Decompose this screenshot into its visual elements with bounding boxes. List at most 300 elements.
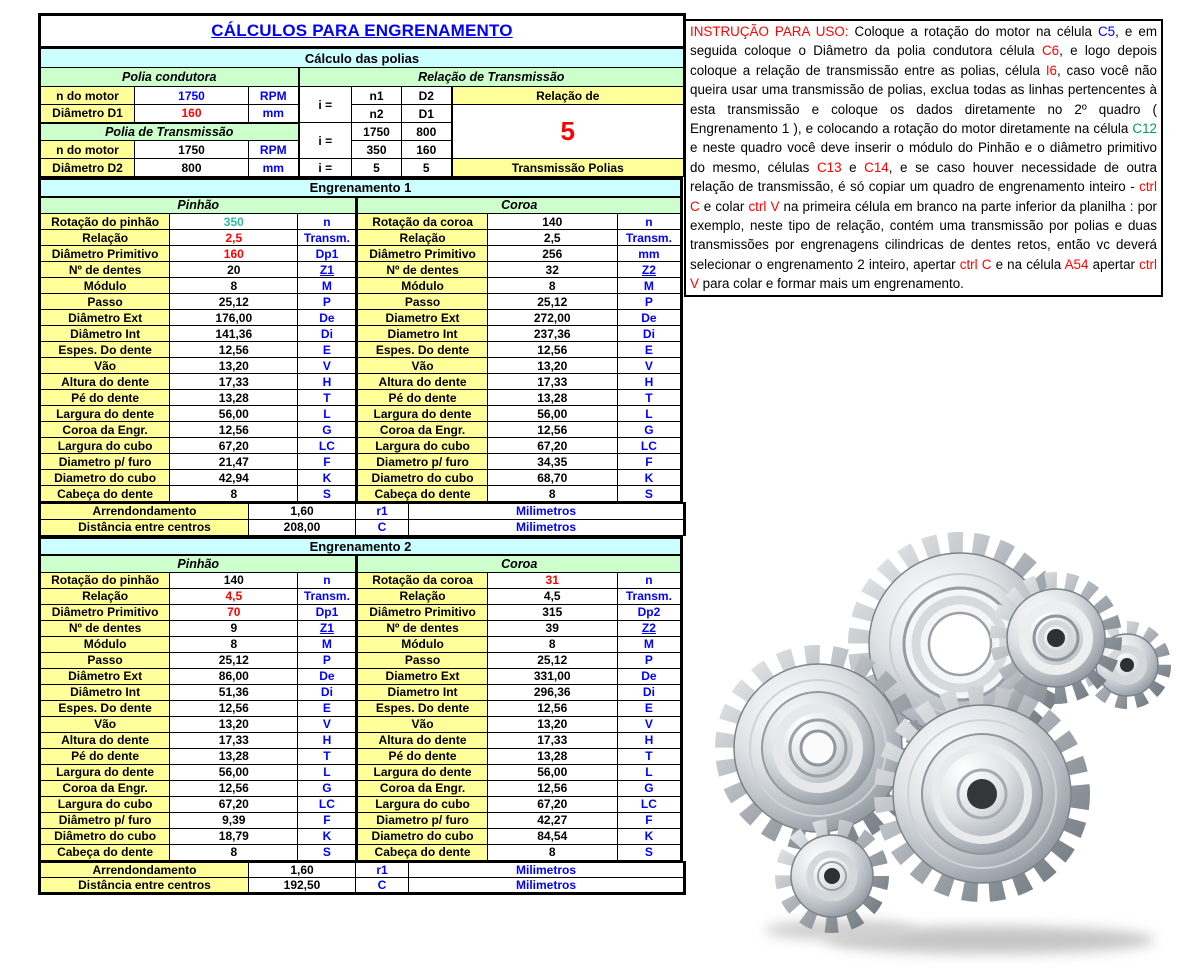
header-pinhao: Pinhão	[40, 555, 357, 572]
cell-value-coroa[interactable]: 8	[487, 844, 617, 860]
cell-unit-pinhao: LC	[298, 438, 357, 454]
cell-value-coroa[interactable]: 140	[487, 214, 617, 230]
gears-image	[690, 532, 1190, 972]
cell-label-coroa: Nº de dentes	[357, 262, 487, 278]
ratio-result-value[interactable]: 5	[452, 105, 685, 159]
section-bar-engrenamento-1: Engrenamento 1	[40, 179, 682, 197]
cell-value-pinhao[interactable]: 8	[170, 278, 298, 294]
cell-unit-pinhao: F	[298, 812, 357, 828]
cell-label-pinhao: Largura do dente	[40, 764, 170, 780]
cell-value-pinhao[interactable]: 25,12	[170, 652, 298, 668]
cell-value-coroa[interactable]: 272,00	[487, 310, 617, 326]
ratio-value-5: 5	[402, 159, 452, 177]
cell-unit-pinhao: De	[298, 310, 357, 326]
cell-unit: RPM	[249, 87, 299, 105]
cell-value-coroa[interactable]: 84,54	[487, 828, 617, 844]
table-row	[40, 604, 682, 620]
cell-label: Diâmetro D2	[40, 159, 135, 177]
cell-value-coroa[interactable]: 17,33	[487, 732, 617, 748]
cell-value-coroa[interactable]: 12,56	[487, 342, 617, 358]
distancia-unit: C	[356, 878, 409, 894]
cell-unit-pinhao: Transm.	[298, 588, 357, 604]
cell-label-pinhao: Espes. Do dente	[40, 700, 170, 716]
cell-unit-coroa: Transm.	[617, 230, 681, 246]
cell-value-coroa[interactable]: 56,00	[487, 764, 617, 780]
cell-label-coroa: Diametro Ext	[357, 668, 487, 684]
arredondamento-unit: r1	[356, 503, 409, 519]
cell-unit-pinhao: T	[298, 390, 357, 406]
table-row	[40, 326, 682, 342]
cell-unit-pinhao: Dp1	[298, 604, 357, 620]
cell-value-pinhao[interactable]: 8	[170, 844, 298, 860]
cell-value-pinhao[interactable]: 56,00	[170, 406, 298, 422]
cell-value-coroa[interactable]: 13,28	[487, 748, 617, 764]
cell-unit-coroa: n	[617, 214, 681, 230]
cell-value-pinhao[interactable]: 140	[170, 572, 298, 588]
cell-value-coroa[interactable]: 8	[487, 636, 617, 652]
cell-unit-coroa: Di	[617, 684, 681, 700]
cell-unit-coroa: E	[617, 342, 681, 358]
ratio-d2: D2	[402, 87, 452, 105]
gears-shadow	[765, 920, 915, 940]
cell-unit-coroa: Transm.	[617, 588, 681, 604]
distancia-unit: C	[356, 519, 409, 535]
ratio-value-800: 800	[402, 123, 452, 141]
cell-label-pinhao: Relação	[40, 588, 170, 604]
table-row	[40, 620, 682, 636]
ratio-n1: n1	[352, 87, 402, 105]
cell-label-pinhao: Rotação do pinhão	[40, 572, 170, 588]
ratio-value-350: 350	[352, 141, 402, 159]
ratio-n2: n2	[352, 105, 402, 123]
cell-unit-pinhao: De	[298, 668, 357, 684]
distancia-mm: Milimetros	[409, 519, 685, 535]
cell-label-pinhao: Cabeça do dente	[40, 486, 170, 502]
cell-label-pinhao: Diâmetro Int	[40, 326, 170, 342]
cell-unit-pinhao: Dp1	[298, 246, 357, 262]
cell-unit-coroa: K	[617, 470, 681, 486]
cell-value-pinhao[interactable]: 12,56	[170, 342, 298, 358]
cell-value-coroa[interactable]: 13,20	[487, 358, 617, 374]
cell-label-pinhao: Largura do cubo	[40, 438, 170, 454]
table-row	[40, 262, 682, 278]
cell-label-pinhao: Diametro do cubo	[40, 470, 170, 486]
cell-label-coroa: Cabeça do dente	[357, 486, 487, 502]
ratio-value-1750: 1750	[352, 123, 402, 141]
table-row	[40, 588, 682, 604]
distancia-label: Distância entre centros	[40, 878, 249, 894]
cell-value-pinhao[interactable]: 17,33	[170, 732, 298, 748]
cell-value-coroa[interactable]: 2,5	[487, 230, 617, 246]
cell-unit-coroa: S	[617, 486, 681, 502]
cell-value-coroa[interactable]: 331,00	[487, 668, 617, 684]
cell-label-coroa: Coroa da Engr.	[357, 422, 487, 438]
ratio-value-160: 160	[402, 141, 452, 159]
cell-unit-pinhao: n	[298, 214, 357, 230]
table-row	[40, 764, 682, 780]
cell-value-pinhao[interactable]: 51,36	[170, 684, 298, 700]
calculation-sheet	[38, 13, 683, 895]
cell-unit-coroa: Z2	[617, 620, 681, 636]
header-pinhao: Pinhão	[40, 197, 357, 214]
cell-label-coroa: Diametro Int	[357, 326, 487, 342]
cell-label-pinhao: Nº de dentes	[40, 620, 170, 636]
cell-label-pinhao: Diâmetro Int	[40, 684, 170, 700]
table-row	[40, 230, 682, 246]
distancia-label: Distância entre centros	[40, 519, 249, 535]
arredondamento-label: Arrendondamento	[40, 862, 249, 878]
cell-label-pinhao: Passo	[40, 652, 170, 668]
cell-value-pinhao[interactable]: 12,56	[170, 700, 298, 716]
cell-label-coroa: Cabeça do dente	[357, 844, 487, 860]
cell-unit-coroa: V	[617, 358, 681, 374]
cell-value-coroa[interactable]: 67,20	[487, 438, 617, 454]
cell-unit-coroa: T	[617, 390, 681, 406]
section-bar-engrenamento-2: Engrenamento 2	[40, 537, 682, 555]
table-row	[40, 422, 682, 438]
cell-label-coroa: Módulo	[357, 636, 487, 652]
table-row	[40, 310, 682, 326]
cell-value-coroa[interactable]: 12,56	[487, 780, 617, 796]
table-row	[40, 438, 682, 454]
cell-unit-pinhao: F	[298, 454, 357, 470]
cell-unit-coroa: Z2	[617, 262, 681, 278]
cell-unit-pinhao: M	[298, 636, 357, 652]
table-row	[40, 780, 682, 796]
cell-label-pinhao: Passo	[40, 294, 170, 310]
cell-value-pinhao[interactable]: 12,56	[170, 780, 298, 796]
cell-label-coroa: Largura do cubo	[357, 796, 487, 812]
cell-label-coroa: Rotação da coroa	[357, 214, 487, 230]
cell-unit-pinhao: H	[298, 374, 357, 390]
cell-value-coroa[interactable]: 67,20	[487, 796, 617, 812]
table-row	[40, 406, 682, 422]
cell-label-coroa: Relação	[357, 588, 487, 604]
cell-label-pinhao: Pé do dente	[40, 748, 170, 764]
cell-label-coroa: Largura do dente	[357, 764, 487, 780]
cell-unit-coroa: H	[617, 732, 681, 748]
cell-unit-coroa: F	[617, 454, 681, 470]
cell-label: n do motor	[40, 141, 135, 159]
cell-label-coroa: Espes. Do dente	[357, 700, 487, 716]
cell-label-coroa: Diametro do cubo	[357, 828, 487, 844]
cell-unit-coroa: E	[617, 700, 681, 716]
cell-value-coroa[interactable]: 68,70	[487, 470, 617, 486]
cell-label-coroa: Espes. Do dente	[357, 342, 487, 358]
header-coroa: Coroa	[357, 197, 682, 214]
cell-unit-pinhao: Di	[298, 684, 357, 700]
cell-unit-coroa: P	[617, 652, 681, 668]
cell-unit: mm	[249, 159, 299, 177]
cell-label-pinhao: Diâmetro do cubo	[40, 828, 170, 844]
table-row	[40, 700, 682, 716]
cell-unit-pinhao: S	[298, 844, 357, 860]
cell-label-coroa: Diametro Int	[357, 684, 487, 700]
cell-value-coroa[interactable]: 42,27	[487, 812, 617, 828]
cell-value-pinhao[interactable]: 13,20	[170, 716, 298, 732]
table-row	[40, 358, 682, 374]
distancia-value[interactable]: 192,50	[249, 878, 356, 894]
engrenamento-1-footer	[38, 502, 686, 536]
cell-value-pinhao[interactable]: 20	[170, 262, 298, 278]
cell-unit-coroa: L	[617, 406, 681, 422]
cell-label-pinhao: Largura do dente	[40, 406, 170, 422]
cell-value-coroa[interactable]: 39	[487, 620, 617, 636]
cell-value-pinhao[interactable]: 67,20	[170, 438, 298, 454]
cell-value-pinhao[interactable]: 13,20	[170, 358, 298, 374]
cell-unit-pinhao: G	[298, 780, 357, 796]
ratio-i-cell: i =	[299, 159, 352, 177]
cell-unit-coroa: Di	[617, 326, 681, 342]
cell-value-pinhao[interactable]: 9	[170, 620, 298, 636]
arredondamento-mm: Milimetros	[409, 503, 685, 519]
cell-value-coroa[interactable]: 25,12	[487, 652, 617, 668]
cell-value[interactable]: 160	[135, 105, 249, 123]
cell-unit-coroa: Dp2	[617, 604, 681, 620]
cell-unit-coroa: De	[617, 310, 681, 326]
cell-value-coroa[interactable]: 12,56	[487, 422, 617, 438]
cell-value-coroa[interactable]: 31	[487, 572, 617, 588]
table-row	[40, 668, 682, 684]
engrenamento-2-table	[38, 536, 683, 861]
cell-unit-pinhao: K	[298, 828, 357, 844]
cell-label-pinhao: Diâmetro Primitivo	[40, 246, 170, 262]
cell-unit-coroa: K	[617, 828, 681, 844]
gear-left-large	[726, 656, 910, 840]
cell-value-pinhao[interactable]: 13,28	[170, 390, 298, 406]
cell-unit-coroa: n	[617, 572, 681, 588]
cell-value-pinhao[interactable]: 18,79	[170, 828, 298, 844]
table-row	[40, 470, 682, 486]
cell-label-pinhao: Módulo	[40, 278, 170, 294]
cell-unit-coroa: LC	[617, 438, 681, 454]
cell-value[interactable]: 800	[135, 159, 249, 177]
engrenamento-2-footer	[38, 861, 686, 896]
header-polia-condutora: Polia condutora	[40, 68, 299, 87]
cell-unit-coroa: M	[617, 278, 681, 294]
cell-unit-coroa: T	[617, 748, 681, 764]
cell-label: n do motor	[40, 87, 135, 105]
cell-label-coroa: Diâmetro Primitivo	[357, 604, 487, 620]
distancia-value[interactable]: 208,00	[249, 519, 356, 535]
polias-table	[38, 13, 686, 177]
cell-label-pinhao: Diâmetro Primitivo	[40, 604, 170, 620]
table-row	[40, 246, 682, 262]
cell-label-coroa: Relação	[357, 230, 487, 246]
arredondamento-mm: Milimetros	[409, 862, 685, 878]
arredondamento-label: Arrendondamento	[40, 503, 249, 519]
cell-label-pinhao: Diâmetro Ext	[40, 668, 170, 684]
table-row	[40, 486, 682, 502]
cell-unit: RPM	[249, 141, 299, 159]
cell-label-coroa: Altura do dente	[357, 374, 487, 390]
cell-unit-pinhao: T	[298, 748, 357, 764]
table-row	[40, 796, 682, 812]
cell-unit-coroa: S	[617, 844, 681, 860]
cell-label-pinhao: Pé do dente	[40, 390, 170, 406]
cell-value-coroa[interactable]: 34,35	[487, 454, 617, 470]
cell-value-coroa[interactable]: 25,12	[487, 294, 617, 310]
table-row	[40, 342, 682, 358]
cell-value-pinhao[interactable]: 8	[170, 486, 298, 502]
cell-label-coroa: Rotação da coroa	[357, 572, 487, 588]
cell-label: Diâmetro D1	[40, 105, 135, 123]
cell-unit: mm	[249, 105, 299, 123]
cell-unit-coroa: G	[617, 780, 681, 796]
cell-label-pinhao: Relação	[40, 230, 170, 246]
cell-label-coroa: Passo	[357, 652, 487, 668]
cell-value-pinhao[interactable]: 56,00	[170, 764, 298, 780]
table-row	[40, 716, 682, 732]
header-relacao-transmissao: Relação de Transmissão	[299, 68, 685, 87]
table-row	[40, 636, 682, 652]
cell-value-pinhao[interactable]: 13,28	[170, 748, 298, 764]
cell-unit-pinhao: G	[298, 422, 357, 438]
cell-label-pinhao: Coroa da Engr.	[40, 780, 170, 796]
cell-unit-pinhao: M	[298, 278, 357, 294]
cell-label-pinhao: Rotação do pinhão	[40, 214, 170, 230]
cell-label-coroa: Diametro do cubo	[357, 470, 487, 486]
ratio-d1: D1	[402, 105, 452, 123]
gear-bottom-small	[784, 828, 880, 924]
cell-label-coroa: Passo	[357, 294, 487, 310]
cell-label-pinhao: Diâmetro Ext	[40, 310, 170, 326]
cell-value-coroa[interactable]: 237,36	[487, 326, 617, 342]
table-row	[40, 454, 682, 470]
table-row	[40, 278, 682, 294]
cell-label-pinhao: Cabeça do dente	[40, 844, 170, 860]
cell-value-coroa[interactable]: 8	[487, 486, 617, 502]
cell-value-pinhao[interactable]: 17,33	[170, 374, 298, 390]
cell-label-pinhao: Módulo	[40, 636, 170, 652]
cell-value-pinhao[interactable]: 70	[170, 604, 298, 620]
cell-label-coroa: Diâmetro Primitivo	[357, 246, 487, 262]
table-row	[40, 684, 682, 700]
arredondamento-unit: r1	[356, 862, 409, 878]
cell-label-coroa: Nº de dentes	[357, 620, 487, 636]
cell-value-pinhao[interactable]: 21,47	[170, 454, 298, 470]
cell-unit-coroa: De	[617, 668, 681, 684]
cell-unit-pinhao: Z1	[298, 620, 357, 636]
cell-unit-pinhao: E	[298, 342, 357, 358]
cell-value-pinhao[interactable]: 141,36	[170, 326, 298, 342]
ratio-i-cell: i =	[299, 123, 352, 159]
cell-value-coroa[interactable]: 256	[487, 246, 617, 262]
cell-value[interactable]: 1750	[135, 87, 249, 105]
section-bar-polias: Cálculo das polias	[40, 48, 685, 68]
cell-unit-pinhao: K	[298, 470, 357, 486]
table-row	[40, 390, 682, 406]
cell-label-pinhao: Espes. Do dente	[40, 342, 170, 358]
cell-value-pinhao[interactable]: 67,20	[170, 796, 298, 812]
cell-unit-coroa: mm	[617, 246, 681, 262]
cell-value-coroa[interactable]: 8	[487, 278, 617, 294]
cell-value-coroa[interactable]: 13,28	[487, 390, 617, 406]
cell-value-pinhao[interactable]: 160	[170, 246, 298, 262]
cell-value-pinhao[interactable]: 350	[170, 214, 298, 230]
cell-unit-pinhao: P	[298, 294, 357, 310]
cell-label-coroa: Coroa da Engr.	[357, 780, 487, 796]
cell-label-coroa: Módulo	[357, 278, 487, 294]
table-row	[40, 294, 682, 310]
cell-value-coroa[interactable]: 13,20	[487, 716, 617, 732]
arredondamento-value[interactable]: 1,60	[249, 862, 356, 878]
ratio-i-cell: i =	[299, 87, 352, 123]
cell-label-pinhao: Nº de dentes	[40, 262, 170, 278]
cell-unit-coroa: V	[617, 716, 681, 732]
cell-value-pinhao[interactable]: 8	[170, 636, 298, 652]
cell-label-coroa: Diametro Ext	[357, 310, 487, 326]
cell-label-pinhao: Altura do dente	[40, 374, 170, 390]
cell-unit-coroa: P	[617, 294, 681, 310]
cell-label-pinhao: Altura do dente	[40, 732, 170, 748]
table-row	[40, 748, 682, 764]
cell-label-coroa: Altura do dente	[357, 732, 487, 748]
cell-label-coroa: Pé do dente	[357, 390, 487, 406]
cell-label-coroa: Pé do dente	[357, 748, 487, 764]
cell-unit-pinhao: P	[298, 652, 357, 668]
cell-label-coroa: Diametro p/ furo	[357, 812, 487, 828]
cell-unit-pinhao: Di	[298, 326, 357, 342]
cell-unit-coroa: LC	[617, 796, 681, 812]
header-polia-transmissao: Polia de Transmissão	[40, 123, 299, 141]
cell-value-coroa[interactable]: 12,56	[487, 700, 617, 716]
cell-label-pinhao: Diametro p/ furo	[40, 454, 170, 470]
cell-unit-pinhao: V	[298, 716, 357, 732]
cell-unit-pinhao: Transm.	[298, 230, 357, 246]
table-row	[40, 572, 682, 588]
cell-label-pinhao: Largura do cubo	[40, 796, 170, 812]
cell-value-pinhao[interactable]: 176,00	[170, 310, 298, 326]
arredondamento-value[interactable]: 1,60	[249, 503, 356, 519]
cell-value-coroa[interactable]: 315	[487, 604, 617, 620]
cell-value-pinhao[interactable]: 25,12	[170, 294, 298, 310]
cell-label-coroa: Largura do cubo	[357, 438, 487, 454]
cell-label-coroa: Largura do dente	[357, 406, 487, 422]
cell-value-pinhao[interactable]: 42,94	[170, 470, 298, 486]
distancia-mm: Milimetros	[409, 878, 685, 894]
cell-label-coroa: Vão	[357, 716, 487, 732]
cell-label-pinhao: Vão	[40, 358, 170, 374]
cell-unit-pinhao: S	[298, 486, 357, 502]
cell-value-pinhao[interactable]: 86,00	[170, 668, 298, 684]
cell-unit-pinhao: E	[298, 700, 357, 716]
ratio-value-5: 5	[352, 159, 402, 177]
cell-value-pinhao[interactable]: 9,39	[170, 812, 298, 828]
cell-unit-coroa: H	[617, 374, 681, 390]
table-row	[40, 374, 682, 390]
table-row	[40, 214, 682, 230]
cell-value-coroa[interactable]: 296,36	[487, 684, 617, 700]
cell-unit-pinhao: n	[298, 572, 357, 588]
cell-value-coroa[interactable]: 17,33	[487, 374, 617, 390]
cell-unit-coroa: G	[617, 422, 681, 438]
cell-unit-pinhao: L	[298, 764, 357, 780]
cell-value-coroa[interactable]: 32	[487, 262, 617, 278]
cell-value[interactable]: 1750	[135, 141, 249, 159]
cell-label-coroa: Diametro p/ furo	[357, 454, 487, 470]
cell-value-pinhao[interactable]: 4,5	[170, 588, 298, 604]
table-row	[40, 732, 682, 748]
cell-value-coroa[interactable]: 4,5	[487, 588, 617, 604]
table-row	[40, 812, 682, 828]
ratio-footer: Transmissão Polias	[452, 159, 685, 177]
cell-value-pinhao[interactable]: 12,56	[170, 422, 298, 438]
cell-unit-pinhao: V	[298, 358, 357, 374]
cell-value-coroa[interactable]: 56,00	[487, 406, 617, 422]
table-row	[40, 652, 682, 668]
cell-value-pinhao[interactable]: 2,5	[170, 230, 298, 246]
